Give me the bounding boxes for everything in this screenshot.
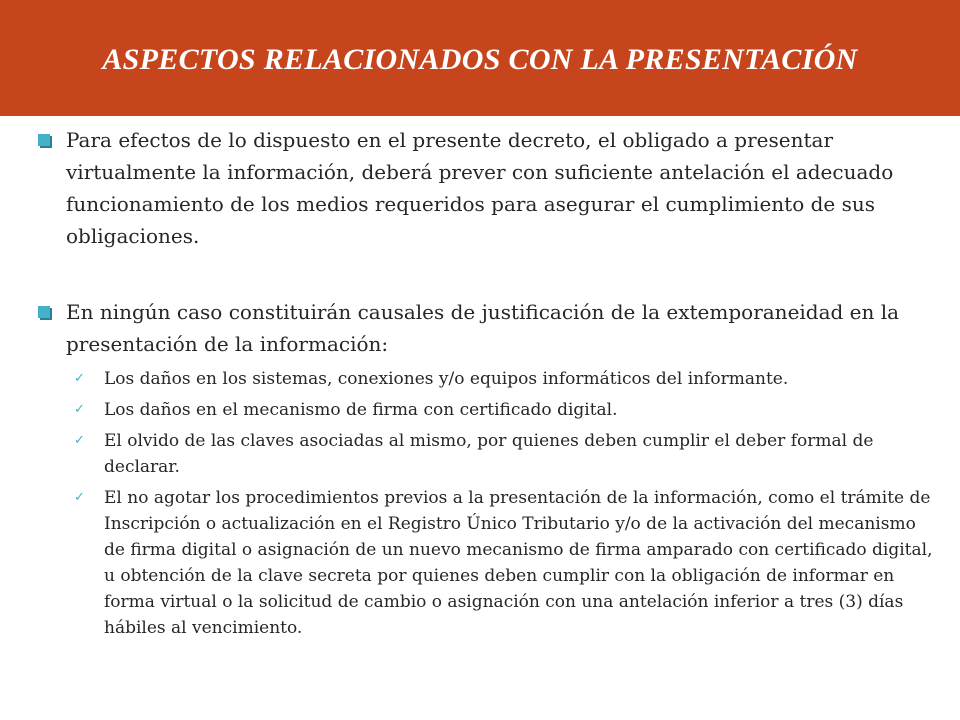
bullet-point-no-justification	[36, 296, 936, 360]
sub-bullet-item	[66, 485, 936, 641]
slide-title: ASPECTOS RELACIONADOS CON LA PRESENTACIÓN	[102, 43, 858, 76]
bullet-point-preparation	[36, 124, 936, 252]
sub-bullet-item	[66, 366, 936, 392]
bullet-text: En ningún caso constituirán causales de justificación de la extemporaneidad en la presentación de la información:	[66, 300, 900, 356]
checkmark-icon: ✓	[74, 371, 85, 386]
square-bullet-icon	[38, 134, 50, 146]
bullet-text: Para efectos de lo dispuesto en el presente decreto, el obligado a presentar virtualmente la información, deberá prever con suficiente antelación el adecuado funcionamiento de los medios requeridos para asegurar el cumplimiento de sus obligaciones.	[66, 128, 894, 248]
sub-bullet-text: Los daños en los sistemas, conexiones y/o equipos informáticos del informante.	[104, 369, 789, 389]
sub-bullet-list	[66, 366, 936, 641]
sub-bullet-text: El no agotar los procedimientos previos a la presentación de la información, como el trámite de Inscripción o actualización en el Registro Único Tributario y/o de la activación del mecanismo de firma digital o asignación de un nuevo mecanismo de firma amparado con certificado digital, u obtención de la clave secreta por quienes deben cumplir con la obligación de informar en forma virtual o la solicitud de cambio o asignación con una antelación inferior a tres (3) días hábiles al vencimiento.	[104, 488, 933, 638]
square-bullet-icon	[38, 306, 50, 318]
sub-bullet-item	[66, 428, 936, 480]
sub-bullet-text: El olvido de las claves asociadas al mismo, por quienes deben cumplir el deber formal de declarar.	[104, 431, 874, 477]
checkmark-icon: ✓	[74, 402, 85, 417]
sub-bullet-text: Los daños en el mecanismo de firma con certificado digital.	[104, 400, 618, 420]
checkmark-icon: ✓	[74, 490, 85, 505]
checkmark-icon: ✓	[74, 433, 85, 448]
title-bar	[0, 0, 960, 116]
sub-bullet-item	[66, 397, 936, 423]
slide-content	[36, 124, 936, 646]
